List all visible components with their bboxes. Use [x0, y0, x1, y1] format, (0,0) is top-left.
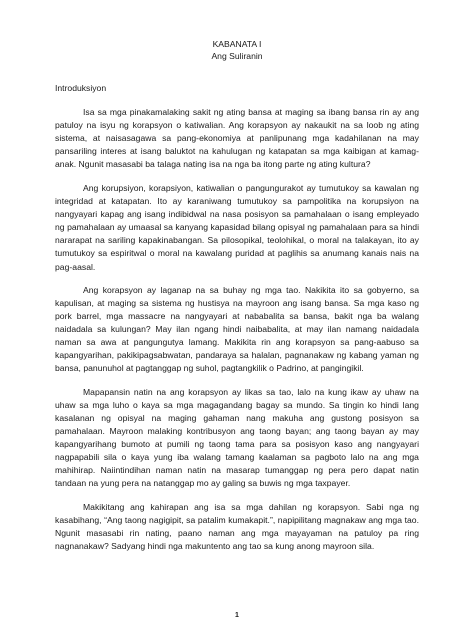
- paragraph-2: Ang korupsiyon, korapsiyon, katiwalian o pangungurakot ay tumutukoy sa kawalan ng integridad at katapatan. Ito ay karaniwang tumutukoy sa pampolitika na korupsiyon na nangyayari kapag ang isang indibidwal na nasa posisyon sa pamahalaan o isang empleyado ng pamahalaan ay umaasal sa kanyang kapasidad bilang opisyal ng pamahalaan para sa hindi nararapat na sariling kapakinabangan. Sa pilosopikal, teolohikal, o moral na talakayan, ito ay tumutukoy sa espiritwal o moral na kawalang puridad at paglihis sa anumang kanais nais na pag-aasal.: [55, 183, 419, 272]
- chapter-subtitle: Ang Suliranin: [211, 51, 263, 61]
- section-heading: Introduksiyon: [55, 83, 107, 93]
- paragraph-3: Ang korapsyon ay laganap na sa buhay ng mga tao. Nakikita ito sa gobyerno, sa kapulisan, at maging sa sistema ng hustisya na mayroon ang isang bansa. Sa mga kaso ng pork barrel, mga massacre na nangyayari at nababalita sa bansa, bakit nga ba walang naidadala sa kulungan? May ilan ngang hindi naibabalita, at may ilan namang naidadala naman sa awa at pangungutya lamang. Makikita rin ang korapsyon sa pang-aabuso sa kapangyarihan, pakikipagsabwatan, pandaraya sa halalan, pagnanakaw ng kabang yaman ng bansa, panunuhol at pagtanggap ng suhol, pagtangkilik o Padrino, at pangingikil.: [55, 284, 419, 373]
- paragraph-4: Mapapansin natin na ang korapsyon ay likas sa tao, lalo na kung ikaw ay uhaw na uhaw sa mga luho o kaya sa mga magagandang bagay sa mundo. Sa tingin ko hindi lang kasalanan ng opisyal na maging gahaman nang makuha ang gustong posisyon sa pamahalaan. Mayroon malaking kontribusyon ang taong bayan; ang taong bayan ay may kapangyarihang bumoto at pumili ng taong tama para sa posisyon kaso ang nangyayari nagpapabili sila o kaya yung iba walang tamang kaalaman sa pagboto lalo na ang mga mahihirap. Naiintindihan naman natin na masarap tumanggap ng pera pero dapat natin tandaan na yung pera na natanggap mo ay galing sa buwis ng mga taxpayer.: [55, 386, 419, 489]
- chapter-title: KABANATA I: [212, 39, 262, 49]
- paragraph-1: Isa sa mga pinakamalaking sakit ng ating bansa at maging sa ibang bansa rin ay ang patuloy na isyu ng korapsyon o katiwalian. Ang korapsyon ay nakaukit na sa loob ng ating sistema, at naisasagawa sa pang-ekonomiya at panlipunang mga kadahilanan na may pansariling interes at isang baluktot na kahulugan ng katapatan sa mga kaibigan at kamag-anak. Ngunit masasabi ba talaga nating isa na nga ba itong parte ng ating kultura?: [55, 107, 419, 170]
- paragraph-5: Makikitang ang kahirapan ang isa sa mga dahilan ng korapsyon. Sabi nga ng kasabihang, “Ang taong nagigipit, sa patalim kumakapit.”, napipilitang magnakaw ang mga tao. Ngunit masasabi rin nating, paano naman ang mga mayayaman na patuloy pa ring nagnanakaw? Sadyang hindi nga makuntento ang tao sa kung anong mayroon sila.: [55, 502, 419, 552]
- page-number: 1: [235, 612, 239, 619]
